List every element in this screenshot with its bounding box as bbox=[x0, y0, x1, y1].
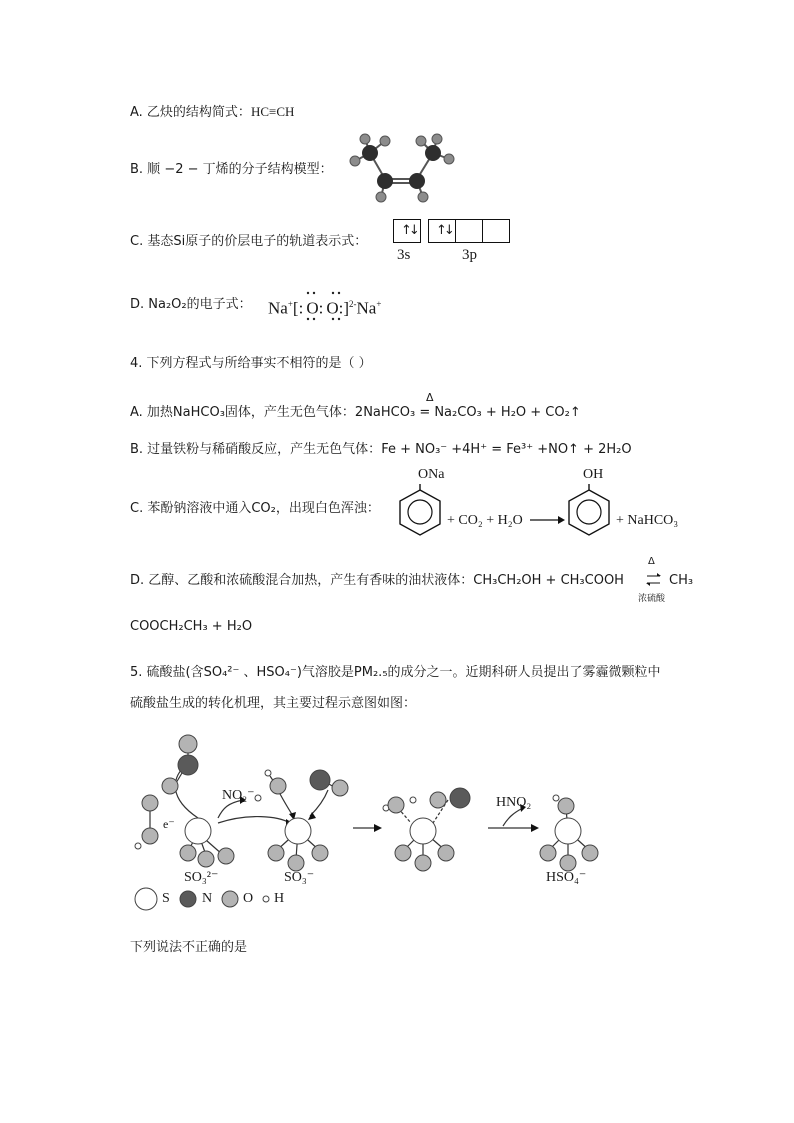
orbital-3s-box: ↑↓ bbox=[393, 219, 421, 243]
q4-d-catalyst: 浓硫酸 bbox=[638, 594, 666, 604]
q4-option-d: D. 乙醇、乙酸和浓硫酸混合加热，产生有香味的油状液体：CH₃CH₂OH + CH₃COOH bbox=[130, 573, 624, 588]
q4-d-equation: CH₃CH₂OH + CH₃COOH bbox=[473, 573, 624, 588]
sodium-phenoxide-group: ONa bbox=[418, 467, 445, 482]
label-3p: 3p bbox=[462, 247, 477, 263]
orbital-3p-box-2 bbox=[455, 219, 483, 243]
phenol-ring bbox=[565, 484, 613, 540]
hno2-label: HNO₂ bbox=[496, 795, 532, 810]
option-a-label: A. 乙炔的结构简式： bbox=[130, 105, 251, 120]
cis-2-butene-model bbox=[345, 133, 460, 205]
option-d bbox=[130, 296, 252, 314]
orbital-3p-box-1: ↑↓ bbox=[428, 219, 456, 243]
option-a bbox=[130, 103, 294, 122]
sodium-phenoxide-ring bbox=[396, 484, 444, 540]
electron-dots bbox=[300, 290, 350, 322]
phenol-group: OH bbox=[583, 467, 604, 482]
q4-c-middle: + CO₂ + H₂O bbox=[447, 513, 523, 528]
so3-2-label: SO₃²⁻ bbox=[184, 870, 219, 885]
q4-a-delta: Δ bbox=[426, 391, 434, 404]
legend-n: N bbox=[202, 891, 213, 906]
na2o2-electron-formula: Na+[:O:O:]$^{2-}$Na+ bbox=[268, 298, 382, 318]
hso4-label: HSO₄⁻ bbox=[546, 870, 587, 885]
q4-c-tail: + NaHCO₃ bbox=[616, 513, 679, 528]
q4-d-tail: CH₃ bbox=[669, 573, 694, 588]
orbital-3p-box-3 bbox=[482, 219, 510, 243]
legend-h: H bbox=[274, 891, 285, 906]
legend-o: O bbox=[243, 891, 254, 906]
orbital-diagram bbox=[393, 219, 517, 245]
q4-d-line2: COOCH₂CH₃ + H₂O bbox=[130, 619, 253, 634]
acetylene-formula: HC≡CH bbox=[250, 104, 295, 119]
option-b bbox=[130, 161, 333, 179]
so3-label: SO₃⁻ bbox=[284, 870, 315, 885]
option-d-label: D. Na₂O₂的电子式： bbox=[130, 297, 252, 312]
equilibrium-arrows bbox=[645, 569, 663, 591]
q5-followup: 下列说法不正确的是 bbox=[130, 940, 248, 955]
q4-option-c: C. 苯酚钠溶液中通入CO₂，出现白色浑浊： bbox=[130, 501, 380, 516]
q4-a-equation: 2NaHCO₃ = Na₂CO₃ + H₂O + CO₂↑ bbox=[354, 405, 581, 420]
option-c bbox=[130, 233, 367, 251]
reaction-arrow bbox=[530, 514, 566, 526]
q5-stem-line1: 5. 硫酸盐(含SO₄²⁻ 、HSO₄⁻)气溶胶是PM₂.₅的成分之一。近期科研人员提出了雾霾微颗粒中 bbox=[130, 665, 661, 680]
no2-label: NO₂⁻ bbox=[222, 788, 255, 803]
option-c-label: C. 基态Si原子的价层电子的轨道表示式： bbox=[130, 234, 368, 249]
label-3s: 3s bbox=[397, 247, 411, 263]
q4-option-a: A. 加热NaHCO₃固体，产生无色气体：2NaHCO₃ = Na₂CO₃ + H₂O + CO₂↑ bbox=[130, 405, 581, 420]
q4-d-delta: Δ bbox=[648, 556, 655, 567]
sulfate-mechanism-diagram bbox=[128, 728, 608, 918]
q5-stem-line2: 硫酸盐生成的转化机理，其主要过程示意图如图： bbox=[130, 696, 417, 711]
q4-option-b: B. 过量铁粉与稀硝酸反应，产生无色气体：Fe + NO₃⁻ +4H⁺ = Fe³⁺ +NO↑ + 2H₂O bbox=[130, 442, 632, 457]
electron-label: e⁻ bbox=[163, 817, 175, 831]
option-b-label: B. 顺 −2 − 丁烯的分子结构模型： bbox=[130, 162, 333, 177]
q4-b-equation: Fe + NO₃⁻ +4H⁺ = Fe³⁺ +NO↑ + 2H₂O bbox=[381, 442, 632, 457]
legend-s: S bbox=[162, 891, 170, 906]
q4-stem: 4. 下列方程式与所给事实不相符的是（ ） bbox=[130, 356, 372, 371]
